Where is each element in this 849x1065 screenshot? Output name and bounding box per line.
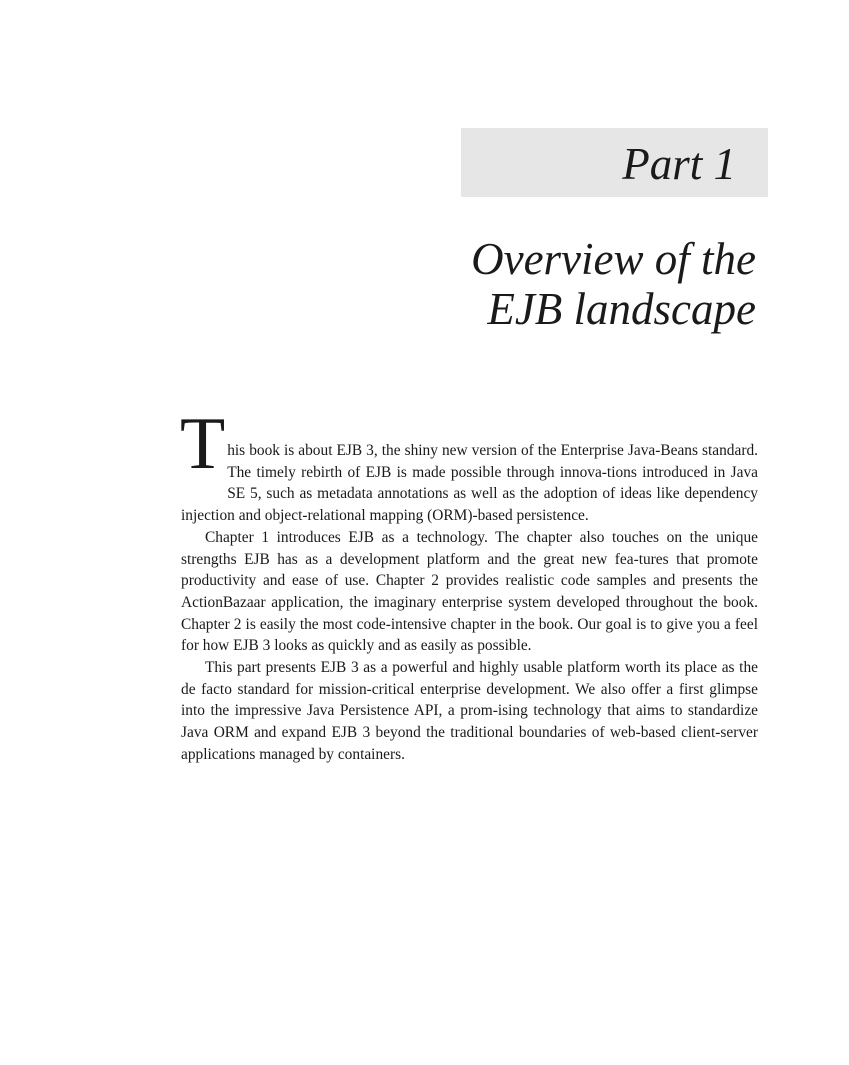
intro-text <box>180 403 758 766</box>
intro-paragraph-1-text: his book is about EJB 3, the shiny new version of the Enterprise Java-Beans standard. The timely rebirth of EJB is made possible through innova-tions introduced in Java SE 5, such as metadata annotations as well as the adoption of ideas like dependency injection and object-relational mapping (ORM)-based persistence. <box>181 442 758 525</box>
part-banner <box>461 128 768 197</box>
part-title <box>471 234 756 334</box>
intro-paragraph-3: This part presents EJB 3 as a powerful and highly usable platform worth its place as the de facto standard for mission-critical enterprise development. We also offer a first glimpse into the impressive Java Persistence API, a prom-ising technology that aims to standardize Java ORM and expand EJB 3 beyond the traditional boundaries of web-based client-server applications managed by containers. <box>181 659 758 763</box>
intro-paragraph-2: Chapter 1 introduces EJB as a technology. The chapter also touches on the unique strengths EJB has as a development platform and the great new fea-tures that promote productivity and ease of use. Chapter 2 provides realistic code samples and presents the ActionBazaar application, the imaginary enterprise system developed throughout the book. Chapter 2 is easily the most code-intensive chapter in the book. Our goal is to give you a feel for how EJB 3 looks as quickly and as easily as possible. <box>181 528 758 655</box>
intro-paragraph-1 <box>180 403 758 527</box>
part-title-line-2: EJB landscape <box>487 284 756 334</box>
part-title-line-1: Overview of the <box>471 234 756 284</box>
part-label: Part 1 <box>622 139 736 189</box>
drop-cap: T <box>180 403 226 485</box>
